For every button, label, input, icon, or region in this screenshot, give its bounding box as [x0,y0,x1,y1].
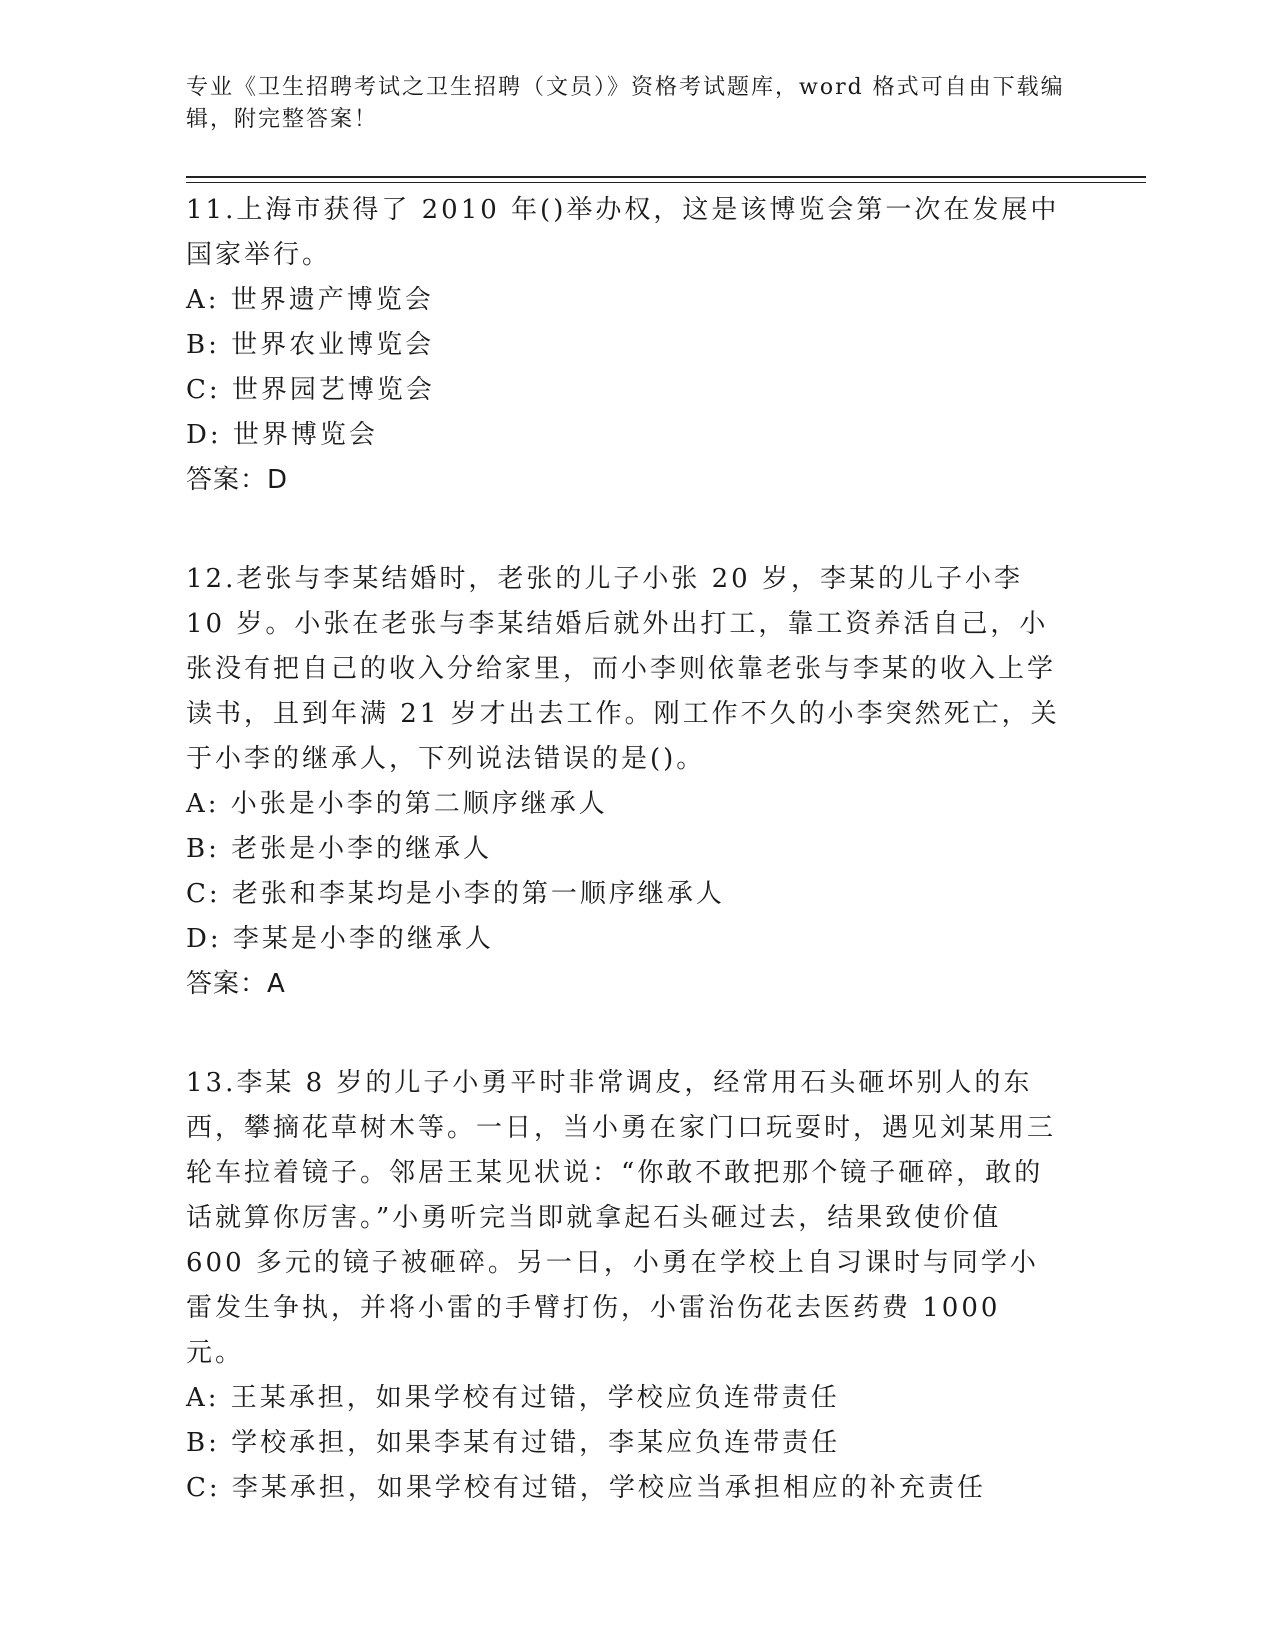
question-stem: 12.老张与李某结婚时，老张的儿子小张 20 岁，李某的儿子小李 10 岁。小张在老张与李某结婚后就外出打工，靠工资养活自己，小张没有把自己的收入分给家里，而小李则依靠老张与李某的收入上学读书，且到年满 21 岁才出去工作。刚工作不久的小李突然死亡，关于小李的继承人，下列说法错误的是()。 [186,564,1060,774]
answer-line: 答案：D [186,465,289,495]
option-b: B: 世界农业博览会 [186,330,435,360]
option-d: D: 李某是小李的继承人 [186,924,494,954]
option-a: A: 世界遗产博览会 [186,285,434,315]
option-c: C: 老张和李某均是小李的第一顺序继承人 [186,879,725,909]
option-c: C: 李某承担，如果学校有过错，学校应当承担相应的补充责任 [186,1473,986,1503]
header-divider-thin [186,182,1146,183]
option-a: A: 王某承担，如果学校有过错，学校应负连带责任 [186,1383,840,1413]
question-stem: 11.上海市获得了 2010 年()举办权，这是该博览会第一次在发展中国家举行。 [186,195,1060,270]
question-13 [186,1061,1066,1511]
option-c: C: 世界园艺博览会 [186,375,435,405]
question-list [186,188,1066,1565]
document-header: 专业《卫生招聘考试之卫生招聘（文员）》资格考试题库，word 格式可自由下载编辑，附完整答案！ [186,75,1065,132]
question-11 [186,188,1066,503]
option-d: D: 世界博览会 [186,420,378,450]
question-stem: 13.李某 8 岁的儿子小勇平时非常调皮，经常用石头砸坏别人的东西，攀摘花草树木等。一日，当小勇在家门口玩耍时，遇见刘某用三轮车拉着镜子。邻居王某见状说：“你敢不敢把那个镜子砸碎，敢的话就算你厉害。”小勇听完当即就拿起石头砸过去，结果致使价值 600 多元的镜子被砸碎。另一日，小勇在学校上自习课时与同学小雷发生争执，并将小雷的手臂打伤，小雷治伤花去医药费 1000 元。 [186,1068,1057,1368]
option-a: A: 小张是小李的第二顺序继承人 [186,789,608,819]
header-divider [186,176,1146,178]
answer-line: 答案：A [186,969,286,999]
option-b: B: 老张是小李的继承人 [186,834,493,864]
option-b: B: 学校承担，如果李某有过错，李某应负连带责任 [186,1428,841,1458]
question-12 [186,557,1066,1007]
